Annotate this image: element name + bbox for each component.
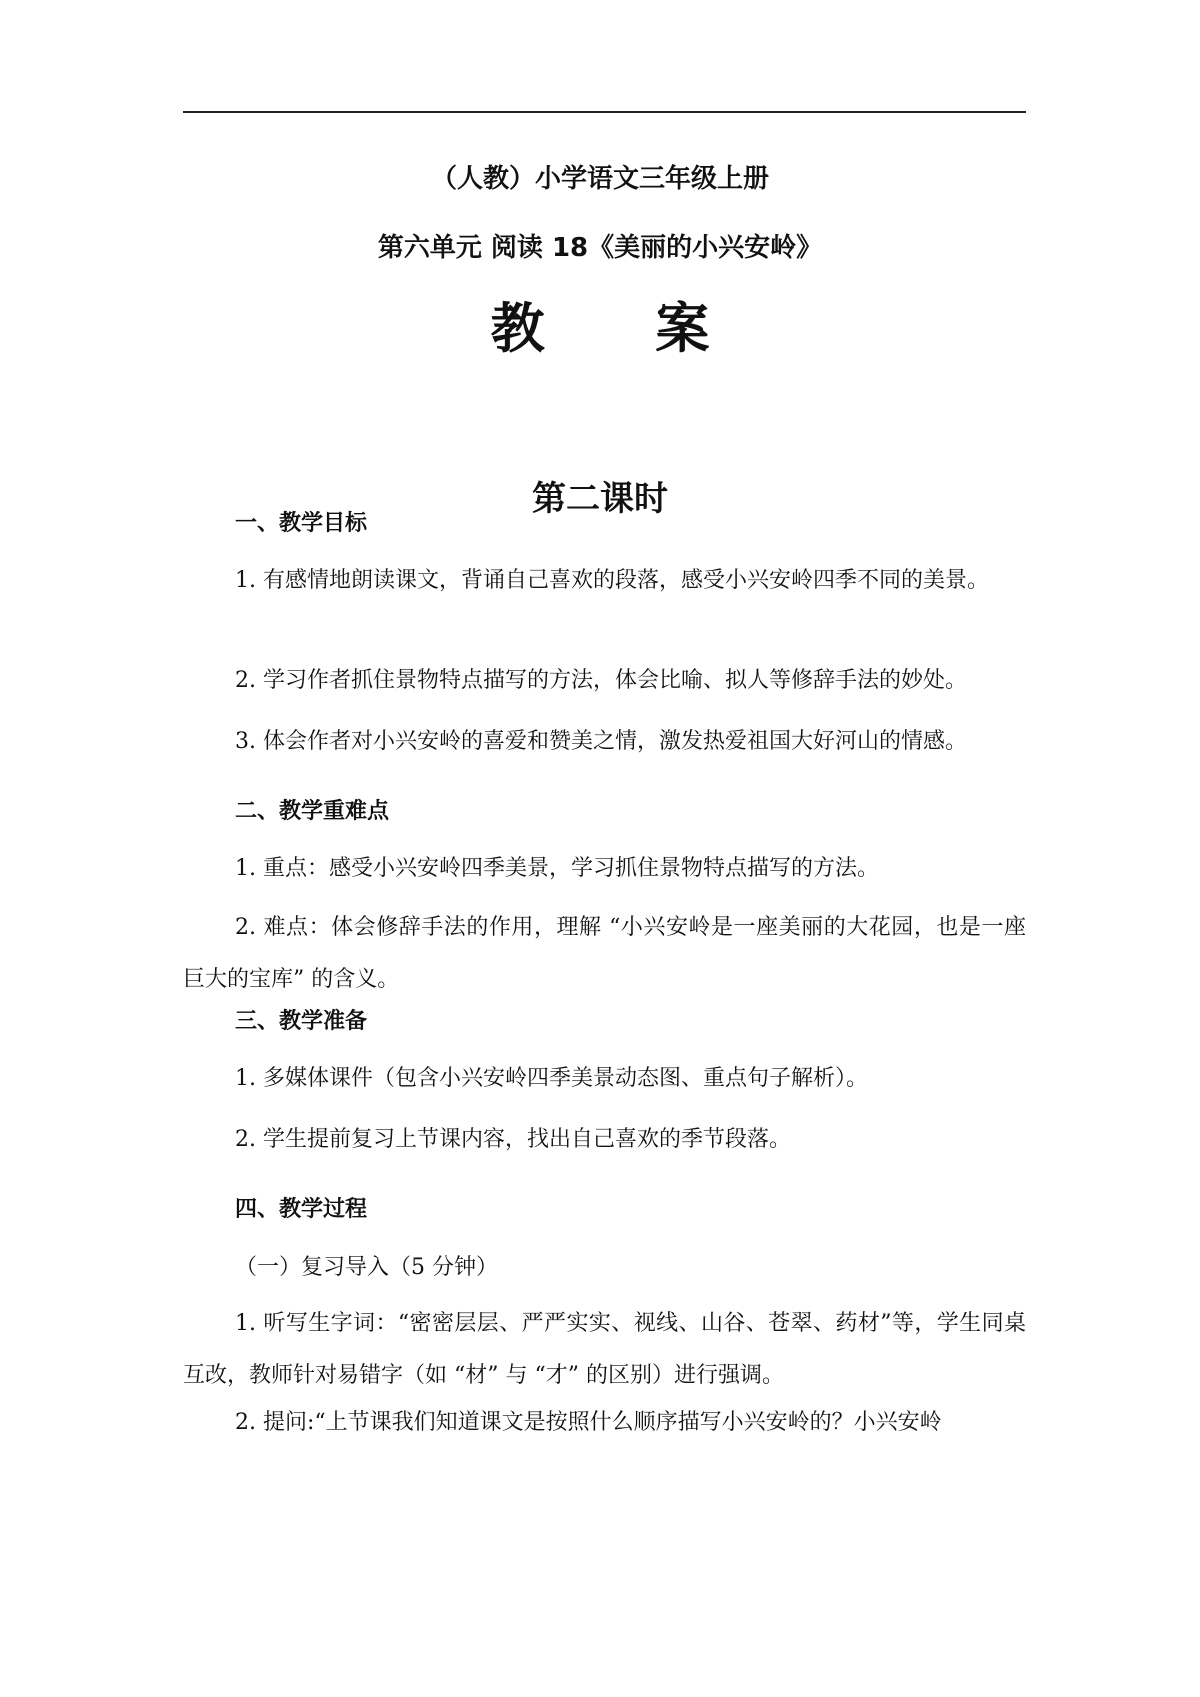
preparation-item: 1. 多媒体课件（包含小兴安岭四季美景动态图、重点句子解析）。 bbox=[235, 1066, 868, 1091]
process-item: 1. 听写生字词：“密密层层、严严实实、视线、山谷、苍翠、药材”等，学生同桌互改，教师针对易错字（如 “材” 与 “才” 的区别）进行强调。 bbox=[183, 1311, 1026, 1388]
section-heading-key-points: 二、教学重难点 bbox=[235, 799, 390, 824]
key-point-item: 1. 重点：感受小兴安岭四季美景，学习抓住景物特点描写的方法。 bbox=[235, 856, 879, 881]
document-type-title: 教 案 bbox=[490, 297, 756, 360]
lesson-title: 第二课时 bbox=[532, 479, 668, 519]
section-heading-process: 四、教学过程 bbox=[235, 1197, 368, 1222]
goal-item: 2. 学习作者抓住景物特点描写的方法，体会比喻、拟人等修辞手法的妙处。 bbox=[235, 668, 967, 693]
preparation-item: 2. 学生提前复习上节课内容，找出自己喜欢的季节段落。 bbox=[235, 1127, 791, 1152]
key-point-item: 2. 难点：体会修辞手法的作用，理解 “小兴安岭是一座美丽的大花园，也是一座巨大的宝库” 的含义。 bbox=[183, 915, 1026, 992]
goal-item: 1. 有感情地朗读课文，背诵自己喜欢的段落，感受小兴安岭四季不同的美景。 bbox=[235, 568, 989, 593]
process-subheading: （一）复习导入（5 分钟） bbox=[235, 1255, 498, 1280]
section-heading-goals: 一、教学目标 bbox=[235, 511, 368, 536]
process-item: 2. 提问:“上节课我们知道课文是按照什么顺序描写小兴安岭的？小兴安岭 bbox=[235, 1410, 942, 1435]
title-line-2: 第六单元 阅读 18《美丽的小兴安岭》 bbox=[377, 233, 823, 263]
header-rule bbox=[183, 111, 1026, 113]
title-line-1: （人教）小学语文三年级上册 bbox=[430, 164, 769, 194]
goal-item: 3. 体会作者对小兴安岭的喜爱和赞美之情，激发热爱祖国大好河山的情感。 bbox=[235, 729, 967, 754]
section-heading-preparation: 三、教学准备 bbox=[235, 1009, 368, 1034]
